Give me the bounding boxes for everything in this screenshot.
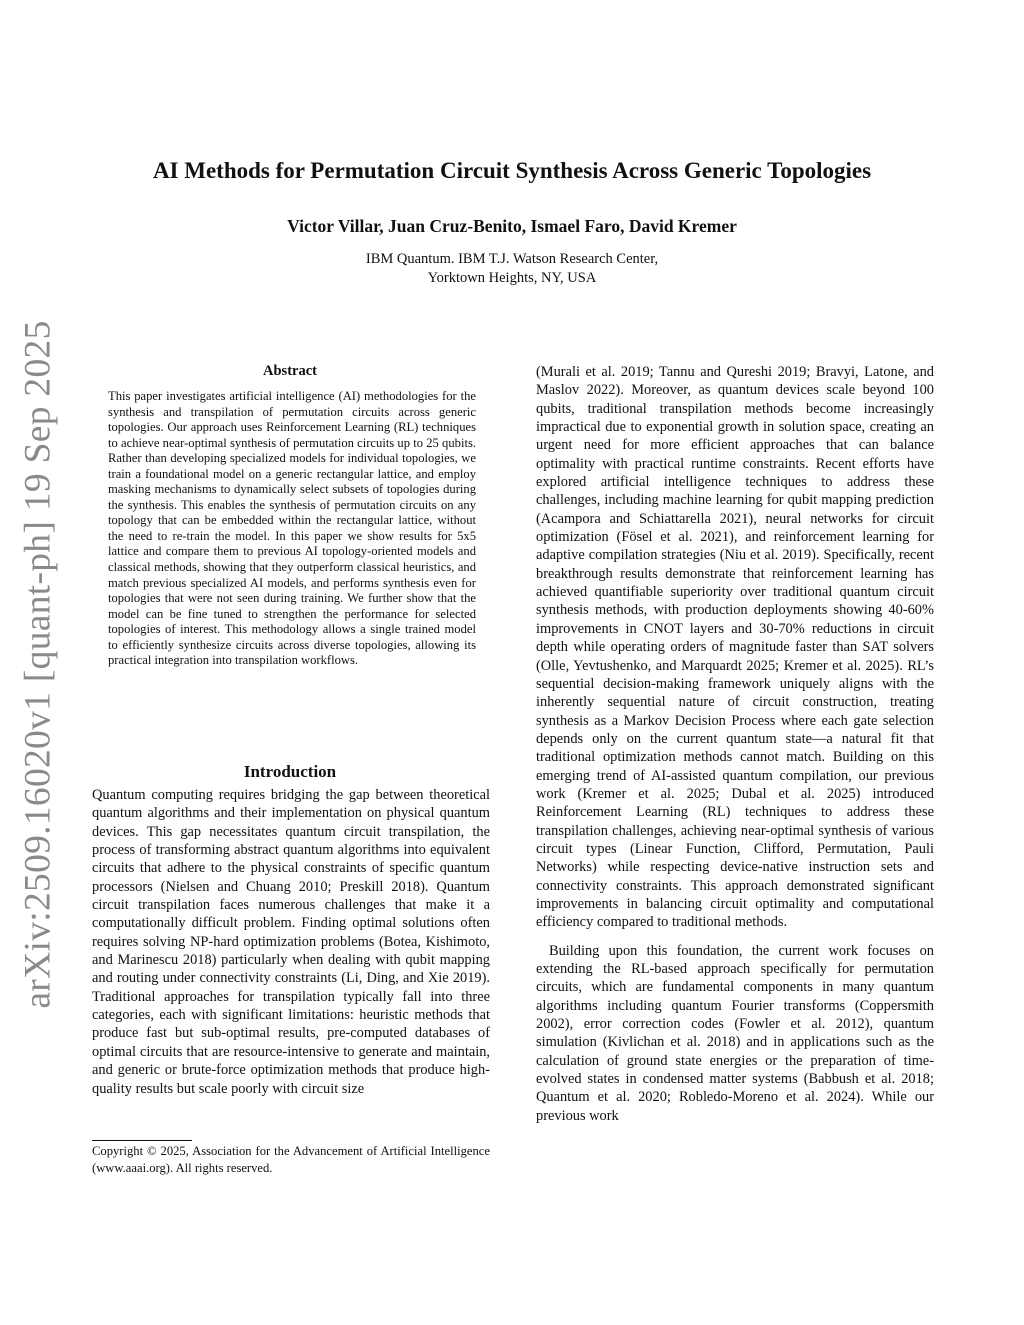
abstract-heading: Abstract [263,363,317,379]
affiliation-line-2: Yorktown Heights, NY, USA [427,270,597,286]
affiliation-line-1: IBM Quantum. IBM T.J. Watson Research Center, [365,251,659,267]
abstract-text: This paper investigates artificial intelligence (AI) methodologies for the synthesis and transpilation of permutation circuits across generic topologies. Our approach uses Reinforcement Learning (RL) techniques to achieve near-optimal synthesis of permutation circuits up to 25 qubits. Rather than developing specialized models for individual topologies, we train a foundational model on a generic rectangular lattice, and employ masking mechanisms to dynamically select subsets of topologies during the synthesis. This enables the synthesis of permutation circuits on any topology that can be embedded within the rectangular lattice, without the need to re-train the model. In this paper we show results for 5x5 lattice and compare them to previous AI topology-oriented models and classical methods, showing that they outperform classical heuristics, and match previous specialized AI models, and performs synthesis even for topologies that were not seen during training. We further show that the model can be fine tuned to strengthen the performance for selected topologies of interest. This methodology allows a single trained model to efficiently synthesize circuits across diverse topologies, allowing its practical integration into transpilation workflows. [108,389,476,668]
author-list: Victor Villar, Juan Cruz-Benito, Ismael Faro, David Kremer [287,216,737,236]
arxiv-identifier-text: arXiv:2509.16020v1 [quant-ph] 19 Sep 2025 [17,319,59,1009]
introduction-text: Quantum computing requires bridging the gap between theoretical quantum algorithms and their implementation on physical quantum devices. This gap necessitates quantum circuit transpilation, the process of transforming abstract quantum algorithms into equivalent circuits that adhere to the physical constraints of specific quantum processors (Nielsen and Chuang 2010; Preskill 2018). Quantum circuit transpilation faces numerous challenges that make it a computationally difficult problem. Finding optimal solutions often requires solving NP-hard optimization problems (Botea, Kishimoto, and Marinescu 2018) particularly when dealing with qubit mapping and routing under connectivity constraints (Li, Ding, and Xie 2019). Traditional approaches for transpilation typically fall into three categories, each with significant limitations: heuristic methods that produce fast but sub-optimal results, pre-computed databases of optimal circuits that are resource-intensive to generate and maintain, and generic or brute-force optimization methods that produce high-quality results but scale poorly with circuit size [92,787,490,1097]
right-column-paragraph-2: Building upon this foundation, the current work focuses on extending the RL-based approach specifically for permutation circuits, which are fundamental components in many quantum algorithms including quantum Fourier transforms (Coppersmith 2002), error correction codes (Fowler et al. 2012), quantum simulation (Kivlichan et al. 2018) and in applications such as the calculation of ground state energies or the preparation of time-evolved states in condensed matter systems (Babbush et al. 2018; Quantum et al. 2020; Robledo-Moreno et al. 2024). While our previous work [536,942,934,1124]
affiliation [0,250,1024,288]
copyright-footnote: Copyright © 2025, Association for the Advancement of Artificial Intelligence (www.aaai.org). All rights reserved. [92,1144,490,1175]
right-column [536,363,934,1125]
arxiv-identifier-stamp [2,319,74,1009]
right-column-paragraph-1: (Murali et al. 2019; Tannu and Qureshi 2019; Bravyi, Latone, and Maslov 2022). Moreover, as quantum devices scale beyond 100 qubits, traditional transpilation methods become increasingly impractical due to exponential growth in solution space, creating an urgent need for more efficient approaches that can balance optimality with practical runtime constraints. Recent efforts have explored artificial intelligence techniques to address these challenges, including machine learning for qubit mapping prediction (Acampora and Schiattarella 2021), neural networks for circuit optimization (Fösel et al. 2021), and reinforcement learning for adaptive compilation strategies (Niu et al. 2019). Specifically, recent breakthrough results demonstrate that reinforcement learning has achieved quantifiable superiority over traditional quantum circuit synthesis methods, with production deployments showing 40-60% improvements in CNOT layers and 30-70% reductions in circuit depth while operating orders of magnitude faster than SAT solvers (Olle, Yevtushenko, and Marquardt 2025; Kremer et al. 2025). RL’s sequential decision-making framework uniquely aligns with the inherently sequential nature of circuit construction, treating synthesis as a Markov Decision Process where each gate selection depends only on the current quantum state—a natural fit that traditional optimization methods cannot match. Building on this emerging trend of AI-assisted quantum compilation, our previous work (Kremer et al. 2025; Dubal et al. 2025) introduced Reinforcement Learning (RL) techniques to address these transpilation challenges, achieving near-optimal synthesis of various circuit types (Linear Function, Clifford, Permutation, Pauli Networks) while respecting device-native instruction sets and connectivity constraints. This approach demonstrated significant improvements in balancing circuit optimality and computational efficiency compared to traditional methods. [536,364,934,931]
paper-title: AI Methods for Permutation Circuit Synthesis Across Generic Topologies [152,158,872,183]
footnote-divider [92,1140,192,1141]
introduction-heading: Introduction [243,762,337,781]
